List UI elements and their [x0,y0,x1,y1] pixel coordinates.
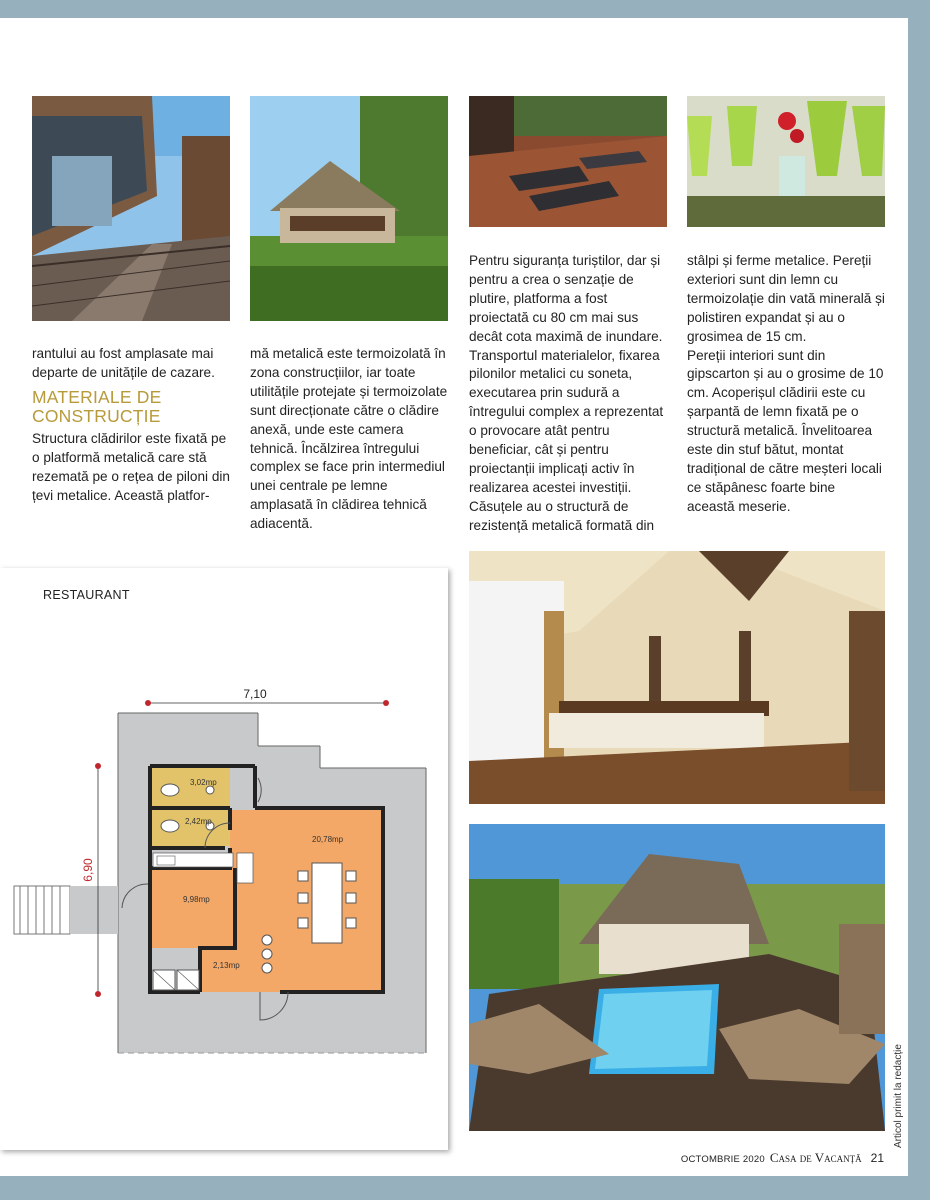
text-column-4 [687,252,885,517]
photo-deck-loungers [469,96,667,227]
text-column-1 [32,345,230,505]
footer-magazine-name: Casa de Vacanță [769,1150,862,1165]
plan-room-label-5: 2,13mp [213,961,240,970]
plan-room-label-2: 2,42mp [185,817,212,826]
photo-table-setting [687,96,885,227]
column-2-body: mă metalică este termoizolată în zona construcțiilor, iar toate utilitățile protejate și termoizolate sunt direcționate către o clădire anexă, unde este camera tehnică. Încălzirea întregului complex se face prin intermediul unei centrale pe lemne amplasată în clădirea tehnică adiacentă. [250,346,448,532]
magazine-page [0,18,908,1176]
plan-room-label-1: 3,02mp [190,778,217,787]
column-3-paragraph-1: Pentru siguranța turiștilor, dar și pentru a crea o senzație de plutire, platforma a fost proiectată cu 80 cm mai sus decât cota maximă de inundare. Transportul materialelor, fixarea pilonilor metalici cu soneta, executarea prin sudură a întregului complex a reprezentat o provocare atât pentru beneficiar, cât și pentru proiectanții implicați activ în realizarea acestei investiții. [469,253,664,495]
column-4-paragraph-2: Pereții interiori sunt din gipscarton și au o grosime de 10 cm. Acoperișul clădirii este cu șarpantă de lemn fixată pe o structură metalică. Învelitoarea este din stuf bătut, montat tradițional de către meșteri locali ce stăpânesc foarte bine această meserie. [687,347,884,514]
plan-title: RESTAURANT [43,588,130,602]
text-column-2 [250,345,448,534]
column-4-paragraph-1: stâlpi și ferme metalice. Pereții exteriori sunt din lemn cu termoizolație din vată minerală și polistiren expandat și au o grosimea de 15 cm. [687,253,885,344]
text-column-3 [469,252,667,536]
photo-credit: Articol primit la redacție [893,1044,904,1148]
plan-stairs [14,886,70,934]
photo-thatched-building [250,96,448,321]
footer-page-number: 21 [870,1151,884,1165]
section-heading: MATERIALE DE CONSTRUCȚIE [32,386,162,426]
column-1-intro: rantului au fost amplasate mai departe de unitățile de cazare. [32,346,215,380]
plan-room-label-4: 9,98mp [183,895,210,904]
plan-dimension-width: 7,10 [243,687,267,701]
column-3-paragraph-2: Căsuțele au o structură de rezistență metalică formată din [469,498,655,533]
plan-dimension-height: 6,90 [81,858,95,882]
photo-attic-bedroom [469,551,885,804]
footer-issue: OCTOMBRIE 2020 [680,1154,765,1165]
floor-plan-drawing [0,568,448,1150]
column-1-body: Structura clădirilor este fixată pe o platformă metalică care stă rezemată pe o rețea de piloni din țevi metalice. Această platfor- [32,430,230,503]
restaurant-floor-plan [0,568,448,1150]
page-footer [681,1150,884,1166]
plan-dining-table [312,863,342,943]
photo-terrace-walkway [32,96,230,321]
photo-pool-thatched-house [469,824,885,1131]
plan-room-label-3: 20,78mp [312,835,344,844]
